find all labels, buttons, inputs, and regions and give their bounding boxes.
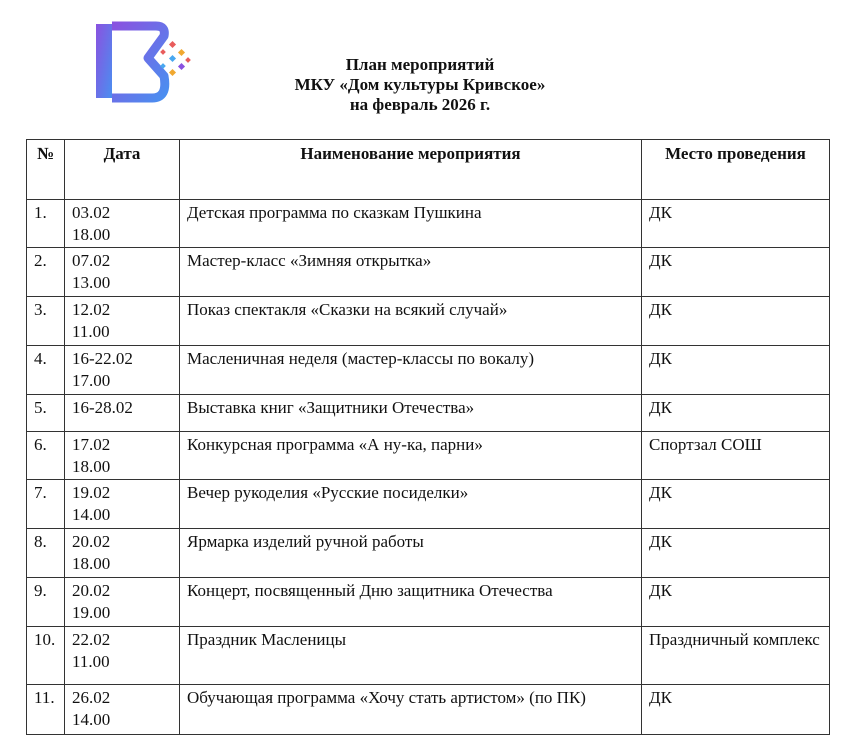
table-row	[27, 578, 830, 627]
row-date: 26.02	[72, 688, 111, 707]
row-event: Вечер рукоделия «Русские посиделки»	[180, 480, 642, 529]
row-time: 13.00	[72, 273, 111, 292]
row-date: 07.02	[72, 251, 111, 270]
page-title	[230, 55, 610, 115]
row-number: 10.	[27, 627, 65, 685]
row-date: 16-22.02	[72, 349, 133, 368]
row-event: Обучающая программа «Хочу стать артистом» (по ПК)	[180, 685, 642, 735]
row-event: Конкурсная программа «А ну-ка, парни»	[180, 432, 642, 480]
row-date-cell	[65, 432, 180, 480]
table-row	[27, 480, 830, 529]
row-event: Показ спектакля «Сказки на всякий случай»	[180, 297, 642, 346]
events-table	[26, 139, 830, 735]
table-row	[27, 200, 830, 248]
row-time: 11.00	[72, 652, 110, 671]
row-event: Масленичная неделя (мастер-классы по вокалу)	[180, 346, 642, 395]
row-time: 17.00	[72, 371, 111, 390]
row-date: 17.02	[72, 435, 111, 454]
row-date-cell	[65, 346, 180, 395]
title-line-1: План мероприятий	[345, 55, 495, 74]
row-event: Детская программа по сказкам Пушкина	[180, 200, 642, 248]
row-date-cell	[65, 529, 180, 578]
row-place: ДК	[642, 346, 830, 395]
row-place: ДК	[642, 578, 830, 627]
row-time: 19.00	[72, 603, 111, 622]
row-time: 14.00	[72, 710, 111, 729]
column-header-date: Дата	[65, 140, 180, 200]
row-number: 7.	[27, 480, 65, 529]
row-number: 3.	[27, 297, 65, 346]
table-row	[27, 529, 830, 578]
row-place: ДК	[642, 685, 830, 735]
row-date-cell	[65, 627, 180, 685]
row-place: Праздничный комплекс	[642, 627, 830, 685]
row-event: Праздник Масленицы	[180, 627, 642, 685]
title-line-3: на февраль 2026 г.	[349, 95, 491, 114]
row-time: 18.00	[72, 457, 111, 476]
row-number: 1.	[27, 200, 65, 248]
logo-image	[86, 14, 194, 106]
row-event: Концерт, посвященный Дню защитника Отечества	[180, 578, 642, 627]
row-number: 8.	[27, 529, 65, 578]
row-date-cell	[65, 395, 180, 432]
row-event: Ярмарка изделий ручной работы	[180, 529, 642, 578]
row-time: 18.00	[72, 225, 111, 244]
row-date: 03.02	[72, 203, 111, 222]
row-event: Выставка книг «Защитники Отечества»	[180, 395, 642, 432]
row-number: 5.	[27, 395, 65, 432]
row-date: 12.02	[72, 300, 111, 319]
row-date-cell	[65, 297, 180, 346]
row-event: Мастер-класс «Зимняя открытка»	[180, 248, 642, 297]
column-header-number: №	[27, 140, 65, 200]
row-place: ДК	[642, 297, 830, 346]
row-date: 22.02	[72, 630, 111, 649]
row-number: 4.	[27, 346, 65, 395]
row-number: 2.	[27, 248, 65, 297]
row-number: 6.	[27, 432, 65, 480]
row-date-cell	[65, 685, 180, 735]
row-place: ДК	[642, 248, 830, 297]
row-place: ДК	[642, 200, 830, 248]
table-row	[27, 685, 830, 735]
table-row	[27, 395, 830, 432]
row-date-cell	[65, 578, 180, 627]
table-row	[27, 297, 830, 346]
row-place: Спортзал СОШ	[642, 432, 830, 480]
row-time: 14.00	[72, 505, 111, 524]
row-date-cell	[65, 248, 180, 297]
row-time: 18.00	[72, 554, 111, 573]
row-date-cell	[65, 200, 180, 248]
table-row	[27, 432, 830, 480]
column-header-event: Наименование мероприятия	[180, 140, 642, 200]
row-number: 11.	[27, 685, 65, 735]
title-line-2: МКУ «Дом культуры Кривское»	[294, 75, 546, 94]
table-row	[27, 346, 830, 395]
row-date: 19.02	[72, 483, 111, 502]
row-place: ДК	[642, 480, 830, 529]
row-number: 9.	[27, 578, 65, 627]
table-header-row	[27, 140, 830, 200]
row-place: ДК	[642, 529, 830, 578]
row-date: 20.02	[72, 581, 111, 600]
row-place: ДК	[642, 395, 830, 432]
row-date-cell	[65, 480, 180, 529]
row-date: 16-28.02	[72, 398, 133, 417]
row-time: 11.00	[72, 322, 110, 341]
row-date: 20.02	[72, 532, 111, 551]
table-row	[27, 248, 830, 297]
table-row	[27, 627, 830, 685]
column-header-place: Место проведения	[642, 140, 830, 200]
